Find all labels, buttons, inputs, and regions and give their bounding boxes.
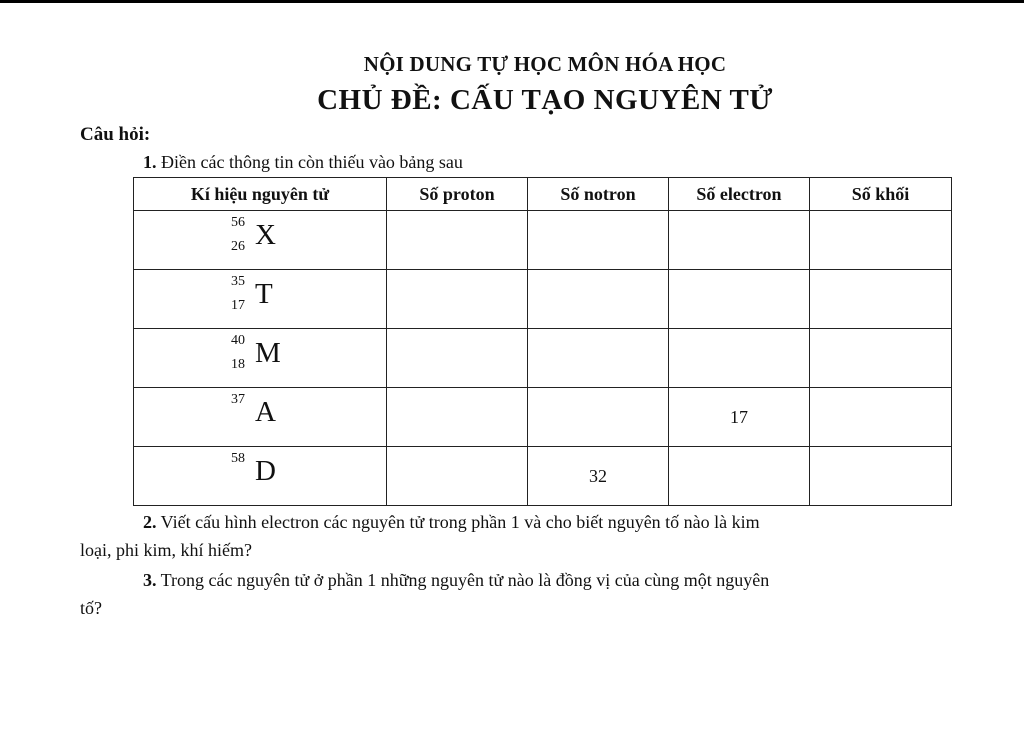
question-1-number: 1. [143, 152, 157, 172]
electron-cell[interactable] [669, 270, 810, 329]
atomic-number-subscript: 18 [231, 356, 245, 372]
atom-symbol-cell [134, 447, 387, 506]
notron-cell[interactable] [528, 270, 669, 329]
notron-cell[interactable] [528, 388, 669, 447]
mass-superscript: 58 [231, 450, 245, 466]
table-row [134, 388, 952, 447]
electron-cell[interactable] [669, 211, 810, 270]
mass-number-cell[interactable] [810, 447, 952, 506]
nuclide-notation [225, 449, 295, 499]
atom-symbol-cell [134, 388, 387, 447]
element-symbol: T [255, 277, 273, 310]
mass-number-cell[interactable] [810, 388, 952, 447]
electron-cell[interactable]: 17 [669, 388, 810, 447]
notron-cell[interactable]: 32 [528, 447, 669, 506]
nuclide-notation [225, 272, 295, 322]
nuclide-notation [225, 390, 295, 440]
element-symbol: A [255, 395, 276, 428]
mass-superscript: 56 [231, 214, 245, 230]
nuclide-notation [225, 331, 295, 381]
question-1-text: Điền các thông tin còn thiếu vào bảng sau [156, 152, 463, 172]
table-header-row [134, 178, 952, 211]
column-header-proton: Số proton [387, 178, 528, 211]
proton-cell[interactable] [387, 270, 528, 329]
document-subtitle: CHỦ ĐỀ: CẤU TẠO NGUYÊN TỬ [317, 84, 773, 116]
atom-symbol-cell [134, 329, 387, 388]
proton-cell[interactable] [387, 211, 528, 270]
column-header-symbol: Kí hiệu nguyên tử [134, 178, 387, 211]
table-row [134, 329, 952, 388]
proton-cell[interactable] [387, 329, 528, 388]
proton-cell[interactable] [387, 447, 528, 506]
question-2-text: Viết cấu hình electron các nguyên tử trong phần 1 và cho biết nguyên tố nào là kim [156, 512, 760, 532]
table-row [134, 447, 952, 506]
question-2-line-2: loại, phi kim, khí hiếm? [80, 540, 252, 560]
table-row [134, 211, 952, 270]
element-symbol: D [255, 454, 276, 487]
proton-cell[interactable] [387, 388, 528, 447]
mass-superscript: 35 [231, 273, 245, 289]
top-border [0, 0, 1024, 3]
question-3-line-1 [143, 570, 769, 591]
mass-number-cell[interactable] [810, 211, 952, 270]
question-2-number: 2. [143, 512, 157, 532]
atomic-number-subscript: 26 [231, 238, 245, 254]
notron-cell[interactable] [528, 211, 669, 270]
element-symbol: M [255, 336, 281, 369]
mass-number-cell[interactable] [810, 270, 952, 329]
question-3-number: 3. [143, 570, 157, 590]
section-label: Câu hỏi: [80, 124, 151, 145]
notron-cell[interactable] [528, 329, 669, 388]
nuclide-notation [225, 213, 295, 263]
element-symbol: X [255, 218, 276, 251]
atom-info-table [133, 177, 952, 506]
electron-cell[interactable] [669, 447, 810, 506]
question-3-text: Trong các nguyên tử ở phần 1 những nguyên tử nào là đồng vị của cùng một nguyên [156, 570, 770, 590]
document-title: NỘI DUNG TỰ HỌC MÔN HÓA HỌC [363, 52, 727, 76]
column-header-notron: Số notron [528, 178, 669, 211]
mass-number-cell[interactable] [810, 329, 952, 388]
atom-symbol-cell [134, 270, 387, 329]
atom-symbol-cell [134, 211, 387, 270]
question-1 [143, 152, 463, 173]
mass-superscript: 37 [231, 391, 245, 407]
electron-cell[interactable] [669, 329, 810, 388]
column-header-mass-number: Số khối [810, 178, 952, 211]
question-2-line-1 [143, 512, 760, 533]
atomic-number-subscript: 17 [231, 297, 245, 313]
column-header-electron: Số electron [669, 178, 810, 211]
table-row [134, 270, 952, 329]
mass-superscript: 40 [231, 332, 245, 348]
question-3-line-2: tố? [80, 598, 102, 618]
